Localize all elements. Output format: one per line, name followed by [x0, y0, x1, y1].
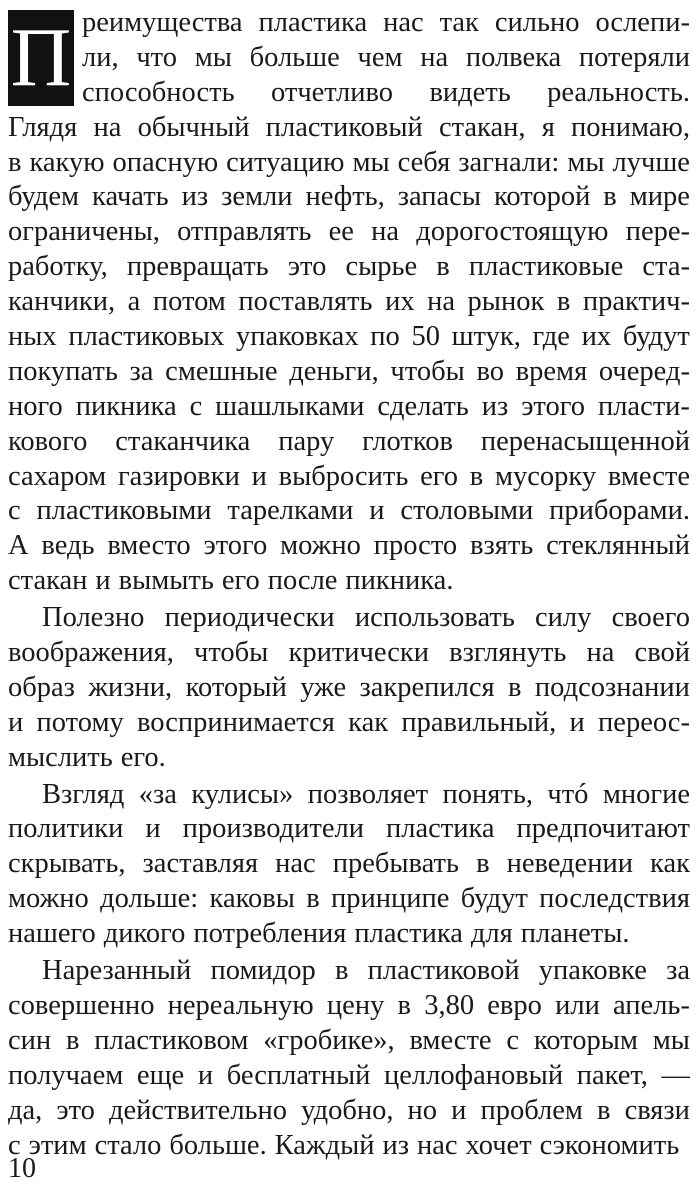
text-line: ограничены, отправлять ее на дорогостоящую пере- [8, 216, 690, 248]
text-line: да, это действительно удобно, но и проблем в связи [8, 1094, 690, 1126]
text-line: с этим стало больше. Каждый из нас хочет сэкономить [8, 1129, 680, 1161]
text-line: способность отчетливо видеть реальность. [82, 76, 690, 108]
text-line: образ жизни, который уже закрепился в подсознании [8, 671, 690, 703]
text-line: ных пластиковых упаковках по 50 штук, где их будут [8, 321, 690, 353]
text-line: мыслить его. [8, 741, 166, 773]
text-line: будем качать из земли нефть, запасы которой в мире [8, 181, 690, 213]
paragraph [8, 778, 690, 952]
text-line: Взгляд «за кулисы» позволяет понять, чтó многие [42, 778, 690, 810]
text-line: скрывать, заставляя нас пребывать в неведении как [8, 848, 690, 880]
text-line: воображения, чтобы критически взглянуть на свой [8, 637, 690, 669]
text-line: ного пикника с шашлыками сделать из этого пласти- [8, 390, 690, 422]
text-line: можно дольше: каковы в принципе будут последствия [8, 883, 690, 915]
text-line: с пластиковыми тарелками и столовыми приборами. [8, 495, 690, 527]
text-line: политики и производители пластика предпочитают [8, 813, 690, 845]
text-line: син в пластиковом «гробике», вместе с которым мы [8, 1024, 690, 1056]
text-line: покупать за смешные деньги, чтобы во время очеред- [8, 355, 690, 387]
text-line: в какую опасную ситуацию мы себя загнали: мы лучше [8, 146, 690, 178]
paragraph [8, 6, 690, 599]
text-line: ли, что мы больше чем на полвека потеряли [82, 41, 690, 73]
text-line: Глядя на обычный пластиковый стакан, я понимаю, [8, 111, 690, 143]
text-line: реимущества пластика нас так сильно ослепи- [82, 7, 690, 38]
text-line: совершенно нереальную цену в 3,80 евро или апель- [8, 989, 690, 1021]
text-line: А ведь вместо этого можно просто взять стеклянный [8, 530, 690, 562]
text-line: канчики, а потом поставлять их на рынок в практич- [8, 286, 690, 318]
text-line: работку, превращать это сырье в пластиковые ста- [8, 251, 690, 283]
paragraph [8, 954, 690, 1163]
text-line: сахаром газировки и выбросить его в мусорку вместе [8, 460, 690, 492]
text-line: Полезно периодически использовать силу своего [42, 602, 690, 634]
text-line: получаем еще и бесплатный целлофановый пакет, — [8, 1059, 690, 1091]
text-line: Нарезанный помидор в пластиковой упаковке за [42, 955, 690, 987]
body-text [8, 6, 690, 1163]
text-line: нашего дикого потребления пластика для планеты. [8, 918, 630, 950]
book-page [8, 6, 690, 1163]
page-number: 10 [8, 1153, 36, 1184]
text-line: стакан и вымыть его после пикника. [8, 565, 454, 597]
drop-cap: П [8, 10, 74, 106]
paragraph [8, 601, 690, 775]
text-line: и потому воспринимается как правильный, и переос- [8, 706, 690, 738]
text-line: кового стаканчика пару глотков перенасыщенной [8, 425, 690, 457]
